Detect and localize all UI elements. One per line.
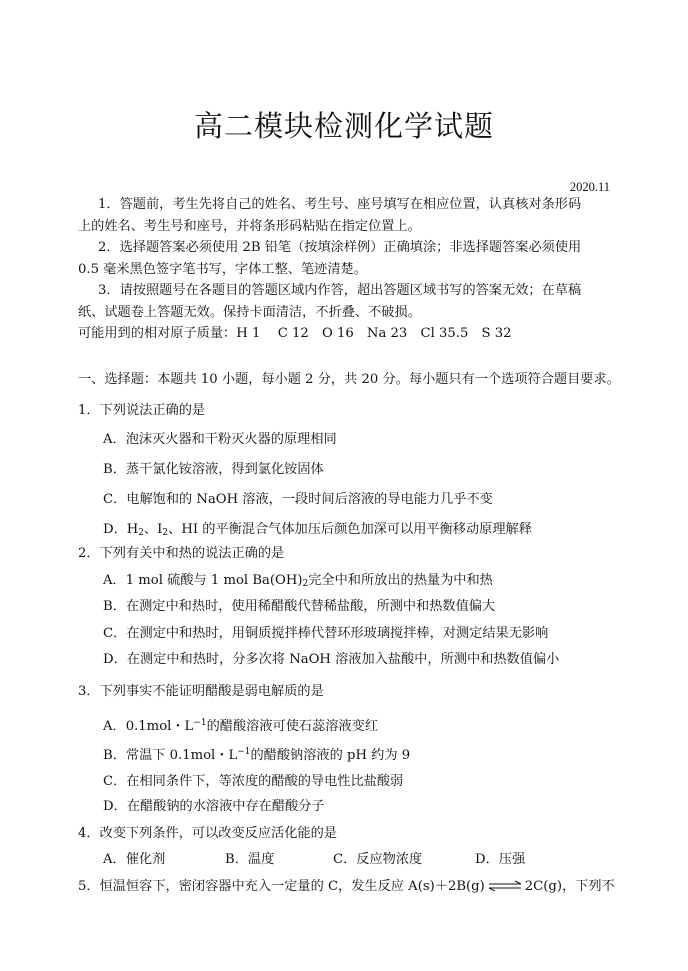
q4-option-a: A．催化剂 (103, 852, 166, 867)
section-heading: 一、选择题：本题共 10 小题，每小题 2 分，共 20 分。每小题只有一个选项符合题目要求。 (78, 372, 620, 387)
q3-option-d: D．在醋酸钠的水溶液中存在醋酸分子 (103, 799, 325, 814)
note-line-2: 上的姓名、考生号和座号，并将条形码粘贴在指定位置上。 (78, 219, 421, 234)
q4-option-b: B．温度 (225, 852, 275, 867)
q1-stem: 1．下列说法正确的是 (78, 403, 206, 418)
exam-date: 2020.11 (569, 180, 610, 194)
q1-option-c: C．电解饱和的 NaOH 溶液，一段时间后溶液的导电能力几乎不变 (103, 492, 493, 507)
note-line-6: 纸、试题卷上答题无效。保持卡面清洁，不折叠、不破损。 (78, 305, 421, 320)
q2-option-a: A．1 mol 硫酸与 1 mol $Ba(OH)_2$完全中和所放出的热量为中和热 (103, 573, 493, 589)
q2-option-d: D．在测定中和热时，分多次将 NaOH 溶液加入盐酸中，所测中和热数值偏小 (103, 652, 560, 667)
q3-option-a: A．0.1mol・$L^{-1}$的醋酸溶液可使石蕊溶液变红 (103, 718, 379, 734)
q4-option-d: D．压强 (475, 852, 526, 867)
page-title: 高二模块检测化学试题 (193, 109, 494, 143)
q2-stem: 2．下列有关中和热的说法正确的是 (78, 546, 285, 561)
q3-option-c: C．在相同条件下，等浓度的醋酸的导电性比盐酸弱 (103, 774, 404, 789)
note-line-5: 3．请按照题号在各题目的答题区域内作答，超出答题区域书写的答案无效；在草稿 (98, 283, 582, 298)
note-line-3: 2．选择题答案必须使用 2B 铅笔（按填涂样例）正确填涂；非选择题答案必须使用 (98, 240, 582, 255)
q3-stem: 3．下列事实不能证明醋酸是弱电解质的是 (78, 684, 324, 699)
q3-option-b: B．常温下 0.1mol・$L^{-1}$的醋酸钠溶液的 pH 约为 9 (103, 747, 411, 763)
q1-option-a: A．泡沫灭火器和干粉灭火器的原理相同 (103, 432, 337, 447)
q4-stem: 4．改变下列条件，可以改变反应活化能的是 (78, 826, 337, 841)
q5-stem: 5．恒温恒容下，密闭容器中充入一定量的 C，发生反应 A(s)＋2B(g) 2C(g)，下列不 (78, 879, 615, 894)
atomic-mass-line: 可能用到的相对原子质量：H 1 C 12 O 16 Na 23 Cl 35.5 S 32 (78, 326, 512, 341)
note-line-1: 1．答题前，考生先将自己的姓名、考生号、座号填写在相应位置，认真核对条形码 (98, 197, 582, 212)
q2-option-c: C．在测定中和热时，用铜质搅拌棒代替环形玻璃搅拌棒，对测定结果无影响 (103, 626, 549, 641)
note-line-4: 0.5 毫米黑色签字笔书写，字体工整、笔迹清楚。 (78, 262, 367, 277)
q2-option-b: B．在测定中和热时，使用稀醋酸代替稀盐酸，所测中和热数值偏大 (103, 599, 496, 614)
q1-option-b: B．蒸干氯化铵溶液，得到氯化铵固体 (103, 462, 324, 477)
equilibrium-arrow-icon (485, 880, 525, 892)
q4-option-c: C．反应物浓度 (333, 852, 423, 867)
q1-option-d: D．$H_2$、$I_2$、HI 的平衡混合气体加压后颜色加深可以用平衡移动原理解释 (103, 522, 532, 538)
